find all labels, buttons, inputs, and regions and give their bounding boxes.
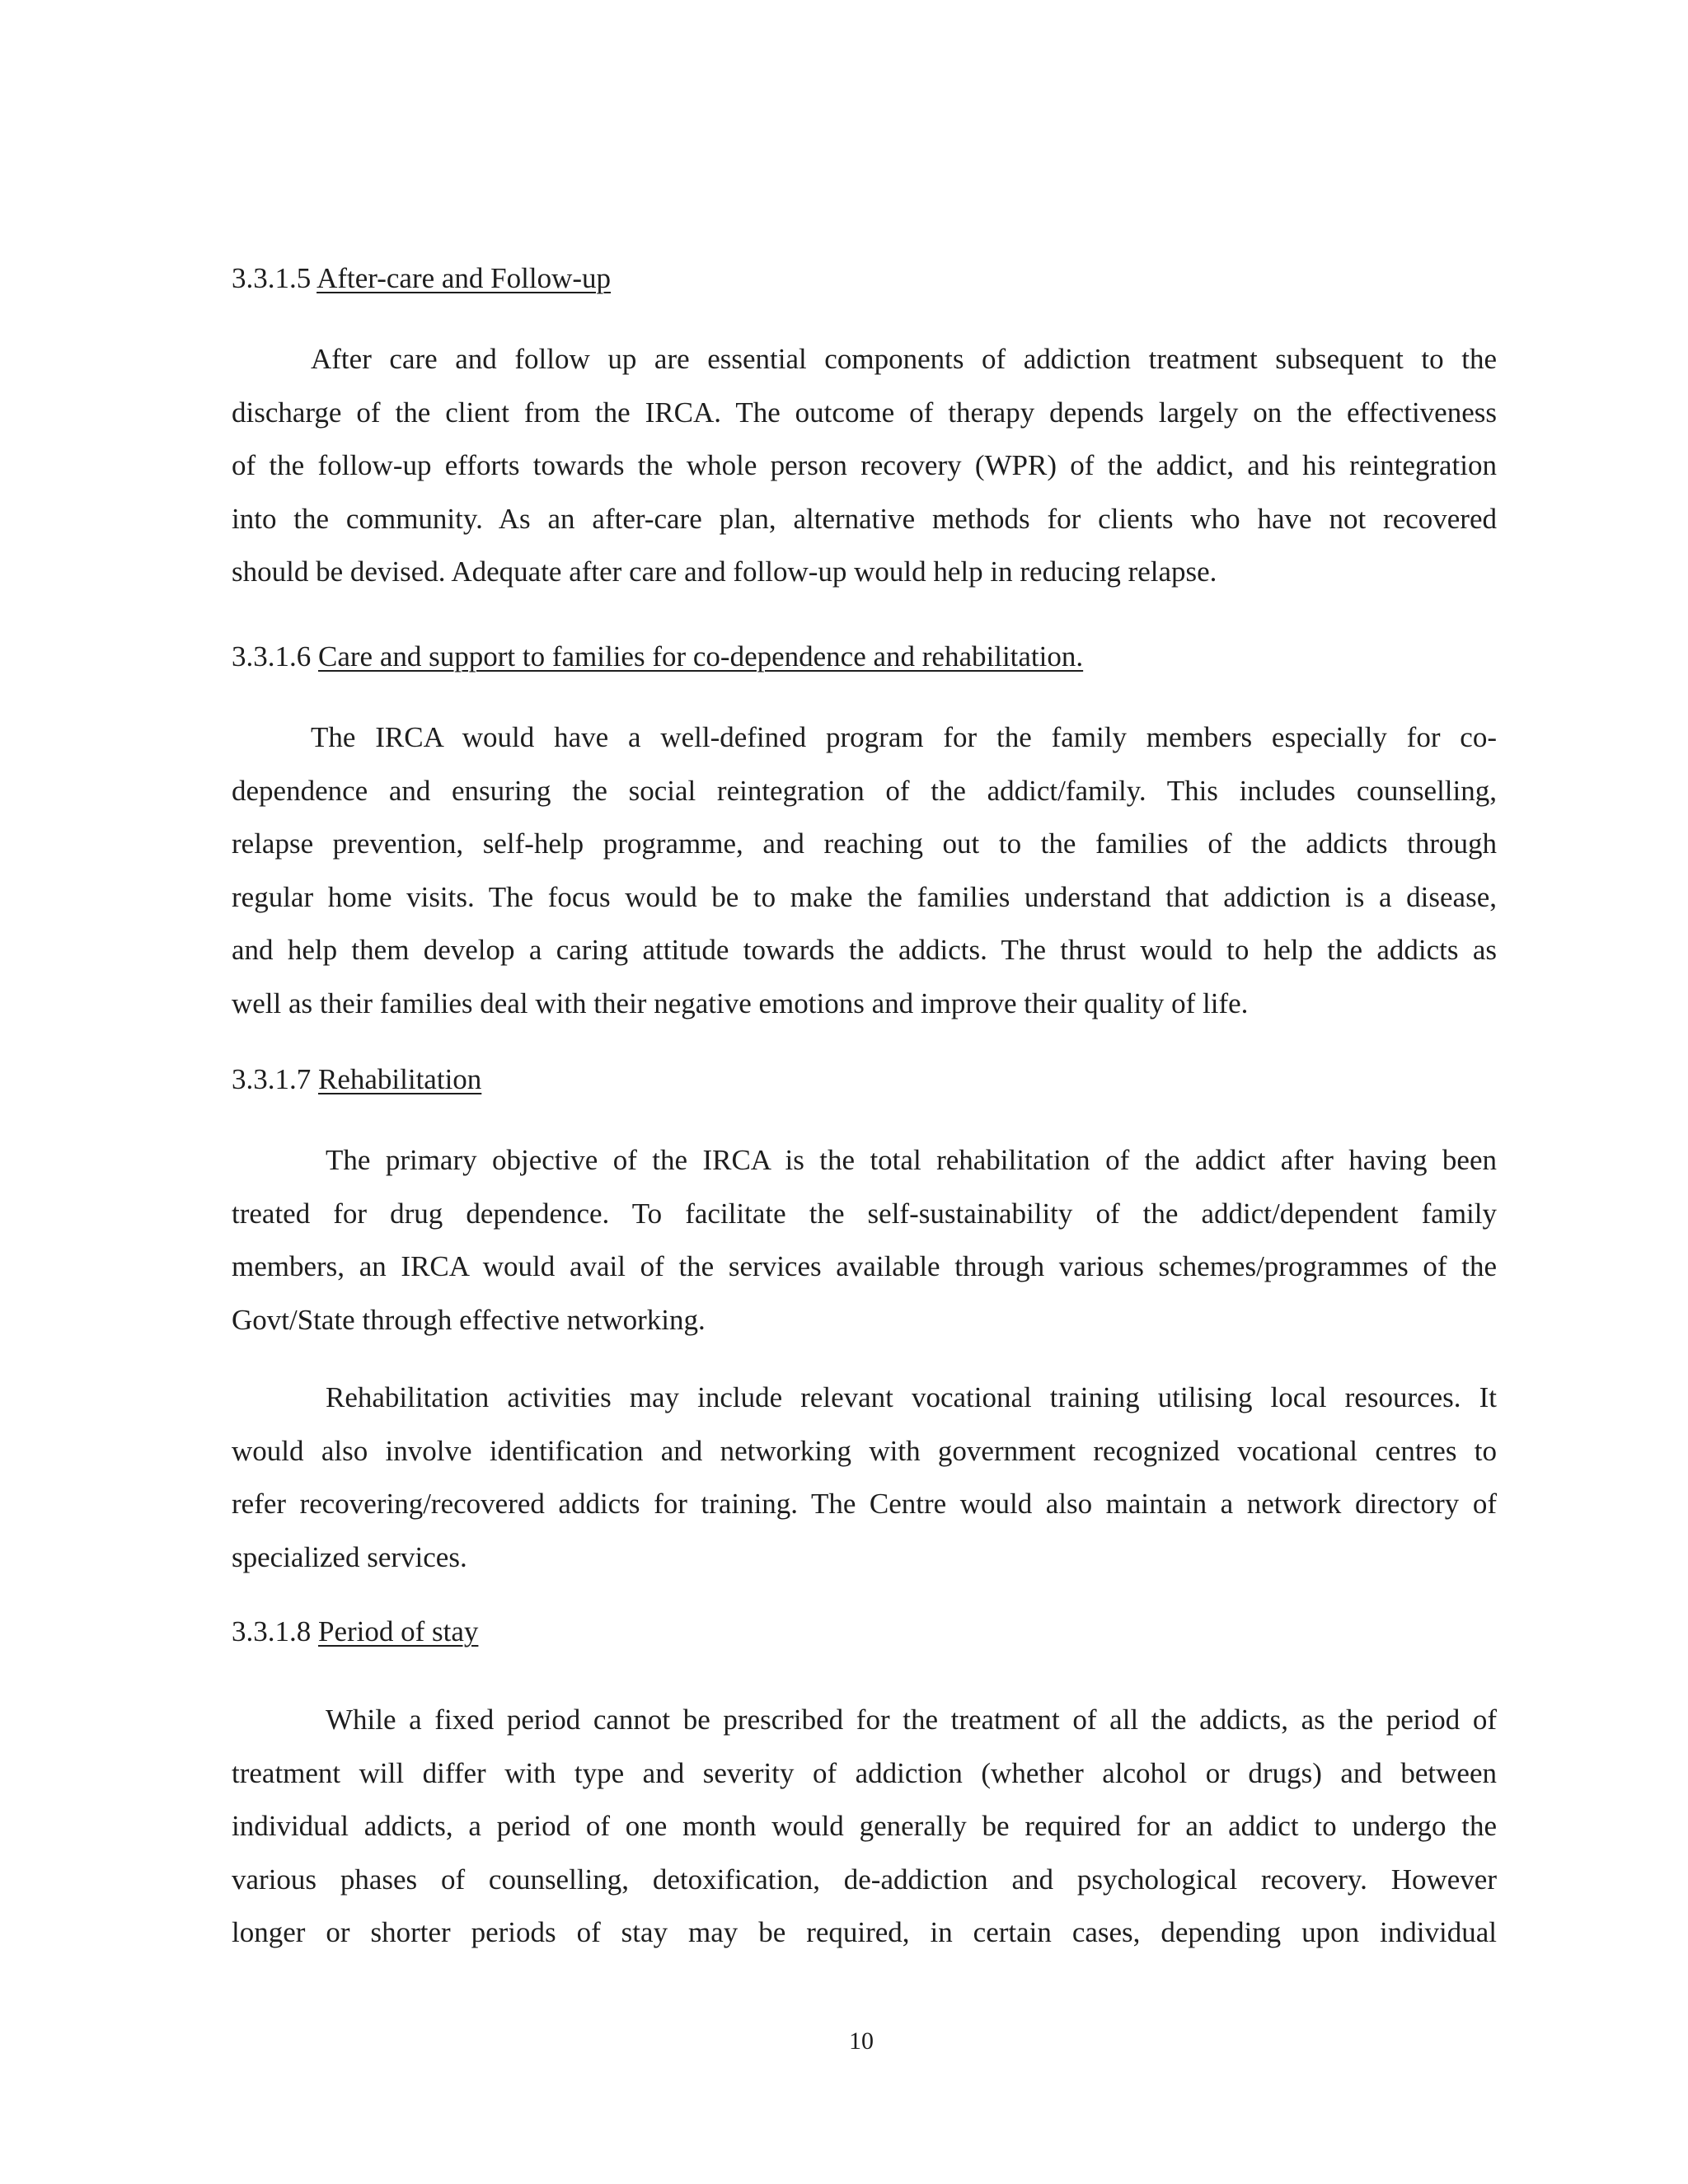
text-line: well as their families deal with their negative emotions and improve their quality of life. [232, 987, 1249, 1019]
text-line: treatment will differ with type and severity of addiction (whether alcohol or drugs) and between [232, 1756, 1497, 1789]
text-line: While a fixed period cannot be prescribed for the treatment of all the addicts, as the period of [326, 1704, 1497, 1736]
section-title: Care and support to families for co-dependence and rehabilitation. [318, 640, 1084, 673]
text-line: relapse prevention, self-help programme, and reaching out to the families of the addicts through [232, 827, 1497, 860]
page-number: 10 [849, 2027, 874, 2055]
paragraph-aftercare [232, 333, 1497, 599]
paragraph-rehabilitation-activities [232, 1371, 1497, 1584]
text-line: regular home visits. The focus would be to make the families understand that addiction is a disease, [232, 880, 1497, 913]
text-line: and help them develop a caring attitude towards the addicts. The thrust would to help the addicts as [232, 934, 1497, 966]
text-line: discharge of the client from the IRCA. The outcome of therapy depends largely on the effectiveness [232, 396, 1497, 429]
text-line: longer or shorter periods of stay may be required, in certain cases, depending upon individual [232, 1916, 1497, 1948]
text-line: refer recovering/recovered addicts for training. The Centre would also maintain a network directory of [232, 1488, 1497, 1520]
text-line: Govt/State through effective networking. [232, 1303, 706, 1336]
section-heading-3-3-1-8 [232, 1615, 478, 1648]
text-line: into the community. As an after-care plan, alternative methods for clients who have not recovered [232, 502, 1497, 535]
text-line: dependence and ensuring the social reintegration of the addict/family. This includes counselling, [232, 774, 1497, 807]
text-line: The IRCA would have a well-defined program for the family members especially for co- [311, 721, 1497, 753]
section-number: 3.3.1.6 [232, 640, 312, 673]
section-title: Rehabilitation [318, 1063, 482, 1095]
paragraph-period-of-stay [232, 1694, 1497, 1960]
text-line: should be devised. Adequate after care and follow-up would help in reducing relapse. [232, 555, 1217, 588]
paragraph-family-care [232, 711, 1497, 1030]
section-heading-3-3-1-6 [232, 640, 1083, 673]
text-line: specialized services. [232, 1540, 467, 1573]
text-line: Rehabilitation activities may include relevant vocational training utilising local resources. It [326, 1381, 1497, 1413]
text-line: After care and follow up are essential components of addiction treatment subsequent to the [311, 343, 1497, 375]
section-heading-3-3-1-5 [232, 262, 611, 295]
section-number: 3.3.1.8 [232, 1615, 312, 1647]
text-line: members, an IRCA would avail of the services available through various schemes/programmes of the [232, 1250, 1497, 1282]
section-title: Period of stay [318, 1615, 479, 1647]
text-line: treated for drug dependence. To facilitate the self-sustainability of the addict/dependent family [232, 1197, 1497, 1230]
text-line: of the follow-up efforts towards the whole person recovery (WPR) of the addict, and his reintegration [232, 449, 1497, 481]
text-line: would also involve identification and networking with government recognized vocational centres to [232, 1434, 1497, 1467]
paragraph-rehabilitation-objective [232, 1134, 1497, 1347]
text-line: The primary objective of the IRCA is the total rehabilitation of the addict after having been [326, 1144, 1497, 1176]
text-line: individual addicts, a period of one month would generally be required for an addict to undergo the [232, 1810, 1497, 1842]
section-number: 3.3.1.5 [232, 262, 312, 294]
section-number: 3.3.1.7 [232, 1063, 312, 1095]
section-heading-3-3-1-7 [232, 1063, 481, 1096]
section-title: After-care and Follow-up [316, 262, 612, 294]
text-line: various phases of counselling, detoxification, de-addiction and psychological recovery. However [232, 1863, 1497, 1896]
